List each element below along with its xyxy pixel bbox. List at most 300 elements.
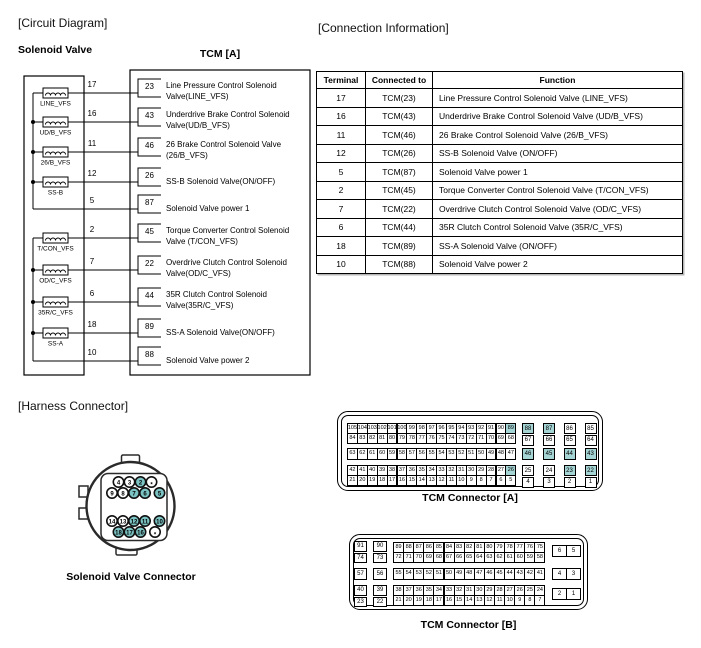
solenoid-valve-connector-caption: Solenoid Valve Connector xyxy=(66,571,196,583)
coil-label: OD/C_VFS xyxy=(39,277,72,285)
tcm-pin-number: 23 xyxy=(145,82,154,91)
pin-cell: 67 xyxy=(522,435,534,446)
tcm-connector-a xyxy=(337,411,603,491)
pin-cell: 91 xyxy=(354,541,367,552)
pin-cell: 38 xyxy=(393,585,404,596)
pin-cell: 10 xyxy=(504,595,515,606)
function-text: SS-A Solenoid Valve(ON/OFF) xyxy=(166,328,275,337)
table-row xyxy=(317,255,683,274)
pin-cell: 11 xyxy=(446,475,457,486)
pin-cell: 14 xyxy=(416,475,427,486)
table-cell: 12 xyxy=(317,144,366,163)
pin-cell: 55 xyxy=(426,448,437,460)
pin-cell: 37 xyxy=(403,585,414,596)
pin-cell: 18 xyxy=(377,475,388,486)
pin-cell: 65 xyxy=(464,552,475,563)
pin-cell: 101 xyxy=(387,423,398,434)
pin-cell: 64 xyxy=(474,552,485,563)
pin-cell: 16 xyxy=(397,475,408,486)
pin-cell: 20 xyxy=(357,475,368,486)
pin-cell: 44 xyxy=(564,448,576,460)
tcm-pin-number: 44 xyxy=(145,291,154,300)
table-cell: TCM(44) xyxy=(366,218,433,237)
tcm-a-label: TCM [A] xyxy=(199,48,241,60)
pin-cell: 104 xyxy=(357,423,368,434)
pin-cell: 73 xyxy=(373,553,387,564)
coil-label: SS-A xyxy=(47,340,64,348)
pin-cell: 93 xyxy=(466,423,477,434)
pin-cell: 39 xyxy=(377,465,388,476)
table-cell: SS-A Solenoid Valve (ON/OFF) xyxy=(433,237,683,256)
pin-cell: 42 xyxy=(524,568,535,580)
pin-cell: 55 xyxy=(393,568,404,580)
terminal-number: 16 xyxy=(87,109,97,118)
pin-cell: 71 xyxy=(403,552,414,563)
table-header: Connected to xyxy=(366,72,433,89)
pin-cell: 31 xyxy=(464,585,475,596)
pin-cell: 29 xyxy=(476,465,487,476)
table-cell: SS-B Solenoid Valve (ON/OFF) xyxy=(433,144,683,163)
pin-cell: 49 xyxy=(454,568,465,580)
harness-pin-number: * xyxy=(150,482,153,489)
pin-cell: 82 xyxy=(367,433,378,444)
pin-cell: 49 xyxy=(486,448,497,460)
pin-cell: 45 xyxy=(543,448,555,460)
pin-cell: 14 xyxy=(464,595,475,606)
table-cell: Torque Converter Control Solenoid Valve (T/CON_VFS) xyxy=(433,181,683,200)
function-text: SS-B Solenoid Valve(ON/OFF) xyxy=(166,177,276,186)
function-text: Underdrive Brake Control Solenoid xyxy=(166,110,290,119)
tcm-connector-b-caption: TCM Connector [B] xyxy=(420,619,517,631)
pin-cell: 42 xyxy=(347,465,358,476)
pin-cell: 11 xyxy=(494,595,505,606)
tcm-pin-number: 87 xyxy=(145,198,154,207)
pin-cell: 23 xyxy=(354,597,367,608)
pin-cell: 66 xyxy=(543,435,555,446)
pin-cell: 90 xyxy=(496,423,507,434)
circuit-diagram-header: [Circuit Diagram] xyxy=(18,16,108,30)
terminal-number: 11 xyxy=(87,139,97,148)
pin-cell: 24 xyxy=(534,585,545,596)
pin-cell: 7 xyxy=(534,595,545,606)
harness-pin-number: 2 xyxy=(138,480,143,487)
solenoid-valve-connector-graphic xyxy=(70,445,200,563)
junction-dot xyxy=(31,150,35,154)
pin-cell: 26 xyxy=(505,465,516,476)
terminal-number: 17 xyxy=(87,80,97,89)
pin-cell: 31 xyxy=(456,465,467,476)
function-text: Valve (T/CON_VFS) xyxy=(166,237,238,246)
pin-cell: 87 xyxy=(543,423,555,434)
pin-cell: 5 xyxy=(505,475,516,486)
pin-cell: 105 xyxy=(347,423,358,434)
pin-cell: 41 xyxy=(357,465,368,476)
pin-cell: 70 xyxy=(486,433,497,444)
terminal-number: 12 xyxy=(87,169,97,178)
table-row xyxy=(317,126,683,145)
pin-cell: 46 xyxy=(484,568,495,580)
pin-cell: 71 xyxy=(476,433,487,444)
pin-cell: 24 xyxy=(543,465,555,476)
pin-cell: 89 xyxy=(393,542,404,553)
pin-cell: 61 xyxy=(504,552,515,563)
pin-cell: 32 xyxy=(454,585,465,596)
tcm-pin-number: 22 xyxy=(145,259,154,268)
table-cell: TCM(46) xyxy=(366,126,433,145)
function-text: (26/B_VFS) xyxy=(166,151,208,160)
tcm-pin-number: 43 xyxy=(145,111,154,120)
solenoid-valve-label: Solenoid Valve xyxy=(18,44,93,56)
table-row xyxy=(317,237,683,256)
table-cell: Line Pressure Control Solenoid Valve (LINE_VFS) xyxy=(433,89,683,108)
table-cell: TCM(22) xyxy=(366,200,433,219)
pin-cell: 25 xyxy=(524,585,535,596)
pin-cell: 48 xyxy=(496,448,507,460)
pin-cell: 2 xyxy=(564,477,576,488)
pin-cell: 13 xyxy=(474,595,485,606)
pin-cell: 50 xyxy=(444,568,455,580)
pin-cell: 102 xyxy=(377,423,388,434)
pin-cell: 47 xyxy=(474,568,485,580)
pin-cell: 80 xyxy=(484,542,495,553)
harness-pin-number: 6 xyxy=(143,491,147,498)
table-cell: 6 xyxy=(317,218,366,237)
pin-cell: 66 xyxy=(454,552,465,563)
circuit-diagram xyxy=(0,0,330,390)
pin-cell: 77 xyxy=(416,433,427,444)
pin-cell: 69 xyxy=(423,552,434,563)
pin-cell: 67 xyxy=(444,552,455,563)
pin-cell: 22 xyxy=(585,465,597,476)
pin-cell: 19 xyxy=(367,475,378,486)
table-cell: TCM(45) xyxy=(366,181,433,200)
pin-cell: 33 xyxy=(444,585,455,596)
pin-cell: 99 xyxy=(406,423,417,434)
pin-cell: 28 xyxy=(494,585,505,596)
function-text: Solenoid Valve power 1 xyxy=(166,204,250,213)
pin-cell: 63 xyxy=(484,552,495,563)
pin-cell: 18 xyxy=(423,595,434,606)
pin-cell: 79 xyxy=(494,542,505,553)
pin-cell: 20 xyxy=(403,595,414,606)
pin-cell: 15 xyxy=(406,475,417,486)
pin-cell: 7 xyxy=(486,475,497,486)
table-row xyxy=(317,163,683,182)
pin-cell: 27 xyxy=(504,585,515,596)
pin-cell: 8 xyxy=(476,475,487,486)
junction-dot xyxy=(31,120,35,124)
terminal-number: 5 xyxy=(89,196,95,205)
pin-cell: 32 xyxy=(446,465,457,476)
pin-cell: 59 xyxy=(524,552,535,563)
harness-pin-number: 9 xyxy=(110,491,114,498)
pin-cell: 59 xyxy=(387,448,398,460)
harness-pin-number: 7 xyxy=(132,491,136,498)
pin-cell: 5 xyxy=(566,545,581,557)
pin-cell: 16 xyxy=(444,595,455,606)
table-cell: Overdrive Clutch Control Solenoid Valve (OD/C_VFS) xyxy=(433,200,683,219)
pin-cell: 17 xyxy=(433,595,444,606)
table-cell: 7 xyxy=(317,200,366,219)
pin-cell: 53 xyxy=(446,448,457,460)
pin-cell: 40 xyxy=(367,465,378,476)
table-cell: TCM(87) xyxy=(366,163,433,182)
pin-cell: 40 xyxy=(354,585,367,596)
pin-cell: 85 xyxy=(585,423,597,434)
pin-cell: 41 xyxy=(534,568,545,580)
pin-cell: 86 xyxy=(564,423,576,434)
pin-cell: 75 xyxy=(534,542,545,553)
pin-cell: 76 xyxy=(524,542,535,553)
pin-cell: 21 xyxy=(393,595,404,606)
pin-cell: 83 xyxy=(454,542,465,553)
terminal-number: 6 xyxy=(89,289,95,298)
pin-cell: 58 xyxy=(397,448,408,460)
junction-dot xyxy=(31,180,35,184)
tcm-pin-number: 45 xyxy=(145,227,154,236)
harness-pin-number: 10 xyxy=(156,519,163,526)
pin-cell: 60 xyxy=(377,448,388,460)
harness-pin-number: 17 xyxy=(126,530,133,537)
pin-cell: 8 xyxy=(524,595,535,606)
terminal-number: 10 xyxy=(87,348,97,357)
pin-cell: 61 xyxy=(367,448,378,460)
coil-label: 35R/C_VFS xyxy=(38,309,73,317)
pin-cell: 58 xyxy=(534,552,545,563)
harness-pin-number: 14 xyxy=(108,519,116,526)
coil-label: 26/B_VFS xyxy=(40,159,71,167)
pin-cell: 68 xyxy=(433,552,444,563)
pin-cell: 56 xyxy=(373,568,387,580)
pin-cell: 62 xyxy=(357,448,368,460)
pin-cell: 76 xyxy=(426,433,437,444)
pin-cell: 75 xyxy=(436,433,447,444)
table-row xyxy=(317,107,683,126)
pin-cell: 2 xyxy=(552,588,567,600)
pin-cell: 22 xyxy=(373,597,387,608)
pin-cell: 44 xyxy=(504,568,515,580)
tcm-pin-number: 26 xyxy=(145,171,154,180)
harness-pin-number: 12 xyxy=(130,519,138,526)
coil-label: T/CON_VFS xyxy=(37,245,74,253)
pin-cell: 33 xyxy=(436,465,447,476)
tcm-connector-a-caption: TCM Connector [A] xyxy=(422,492,518,504)
harness-pin-number: 4 xyxy=(116,480,121,487)
pin-cell: 10 xyxy=(456,475,467,486)
pin-cell: 1 xyxy=(566,588,581,600)
pin-cell: 4 xyxy=(522,477,534,488)
pin-cell: 9 xyxy=(466,475,477,486)
pin-cell: 91 xyxy=(486,423,497,434)
pin-cell: 94 xyxy=(456,423,467,434)
pin-cell: 36 xyxy=(406,465,417,476)
pin-cell: 78 xyxy=(504,542,515,553)
function-text: Line Pressure Control Solenoid xyxy=(166,81,277,90)
tcm-pin-number: 89 xyxy=(145,322,154,331)
pin-cell: 81 xyxy=(377,433,388,444)
pin-cell: 47 xyxy=(505,448,516,460)
pin-cell: 72 xyxy=(466,433,477,444)
pin-cell: 21 xyxy=(347,475,358,486)
pin-cell: 23 xyxy=(564,465,576,476)
pin-cell: 54 xyxy=(436,448,447,460)
pin-cell: 4 xyxy=(552,568,567,580)
table-cell: TCM(23) xyxy=(366,89,433,108)
pin-cell: 35 xyxy=(423,585,434,596)
pin-cell: 29 xyxy=(484,585,495,596)
pin-cell: 83 xyxy=(357,433,368,444)
function-text: Solenoid Valve power 2 xyxy=(166,356,250,365)
function-text: Valve(UD/B_VFS) xyxy=(166,121,230,130)
pin-cell: 79 xyxy=(397,433,408,444)
pin-cell: 51 xyxy=(433,568,444,580)
table-row xyxy=(317,144,683,163)
harness-pin-number: 11 xyxy=(141,519,149,526)
table-row xyxy=(317,181,683,200)
pin-cell: 37 xyxy=(397,465,408,476)
pin-cell: 88 xyxy=(522,423,534,434)
pin-cell: 81 xyxy=(474,542,485,553)
pin-cell: 34 xyxy=(433,585,444,596)
pin-cell: 15 xyxy=(454,595,465,606)
connection-information-table xyxy=(316,71,683,274)
tcm-pin-number: 46 xyxy=(145,141,154,150)
pin-cell: 70 xyxy=(413,552,424,563)
pin-cell: 92 xyxy=(476,423,487,434)
pin-cell: 25 xyxy=(522,465,534,476)
junction-dot xyxy=(31,331,35,335)
table-cell: 16 xyxy=(317,107,366,126)
harness-pin-number: 18 xyxy=(115,530,122,537)
function-text: Torque Converter Control Solenoid xyxy=(166,226,290,235)
pin-cell: 35 xyxy=(416,465,427,476)
pin-cell: 78 xyxy=(406,433,417,444)
pin-cell: 17 xyxy=(387,475,398,486)
table-cell: TCM(89) xyxy=(366,237,433,256)
table-cell: Underdrive Brake Control Solenoid Valve (UD/B_VFS) xyxy=(433,107,683,126)
table-cell: 35R Clutch Control Solenoid Valve (35R/C_VFS) xyxy=(433,218,683,237)
harness-connector-header: [Harness Connector] xyxy=(18,399,129,413)
pin-cell: 36 xyxy=(413,585,424,596)
table-header: Function xyxy=(433,72,683,89)
pin-cell: 51 xyxy=(466,448,477,460)
table-header: Terminal xyxy=(317,72,366,89)
harness-pin-number: 3 xyxy=(127,480,132,487)
junction-dot xyxy=(31,268,35,272)
table-row xyxy=(317,200,683,219)
coil-label: SS-B xyxy=(47,189,64,197)
pin-cell: 64 xyxy=(585,435,597,446)
pin-cell: 73 xyxy=(456,433,467,444)
table-cell: 17 xyxy=(317,89,366,108)
terminal-number: 2 xyxy=(89,225,95,234)
pin-cell: 84 xyxy=(347,433,358,444)
pin-cell: 53 xyxy=(413,568,424,580)
pin-cell: 34 xyxy=(426,465,437,476)
pin-cell: 68 xyxy=(505,433,516,444)
coil-label: LINE_VFS xyxy=(40,100,71,108)
pin-cell: 30 xyxy=(474,585,485,596)
pin-cell: 6 xyxy=(552,545,567,557)
junction-dot xyxy=(31,300,35,304)
pin-cell: 52 xyxy=(423,568,434,580)
pin-cell: 63 xyxy=(347,448,358,460)
pin-cell: 72 xyxy=(393,552,404,563)
pin-cell: 96 xyxy=(436,423,447,434)
connection-information-header: [Connection Information] xyxy=(318,21,449,35)
pin-cell: 57 xyxy=(354,568,367,580)
table-cell: TCM(43) xyxy=(366,107,433,126)
pin-cell: 54 xyxy=(403,568,414,580)
table-cell: 2 xyxy=(317,181,366,200)
harness-pin-number: 8 xyxy=(121,491,125,498)
pin-cell: 100 xyxy=(397,423,408,434)
pin-cell: 43 xyxy=(514,568,525,580)
table-cell: Solenoid Valve power 1 xyxy=(433,163,683,182)
pin-cell: 3 xyxy=(566,568,581,580)
pin-cell: 86 xyxy=(423,542,434,553)
table-row xyxy=(317,89,683,108)
pin-cell: 3 xyxy=(543,477,555,488)
coil-label: UD/B_VFS xyxy=(39,129,72,137)
pin-cell: 43 xyxy=(585,448,597,460)
pin-cell: 6 xyxy=(496,475,507,486)
function-text: 26 Brake Control Solenoid Valve xyxy=(166,140,282,149)
tcm-pin-number: 88 xyxy=(145,350,154,359)
tcm-connector-b xyxy=(349,534,588,610)
table-cell: 10 xyxy=(317,255,366,274)
table-row xyxy=(317,218,683,237)
pin-cell: 28 xyxy=(486,465,497,476)
pin-cell: 38 xyxy=(387,465,398,476)
pin-cell: 62 xyxy=(494,552,505,563)
function-text: Overdrive Clutch Control Solenoid xyxy=(166,258,287,267)
table-cell: TCM(26) xyxy=(366,144,433,163)
pin-cell: 98 xyxy=(416,423,427,434)
pin-cell: 52 xyxy=(456,448,467,460)
pin-cell: 74 xyxy=(354,553,367,564)
pin-cell: 1 xyxy=(585,477,597,488)
pin-cell: 12 xyxy=(436,475,447,486)
terminal-number: 18 xyxy=(87,320,97,329)
function-text: Valve(35R/C_VFS) xyxy=(166,301,234,310)
table-cell: 18 xyxy=(317,237,366,256)
pin-cell: 89 xyxy=(505,423,516,434)
pin-cell: 60 xyxy=(514,552,525,563)
pin-cell: 74 xyxy=(446,433,457,444)
pin-cell: 87 xyxy=(413,542,424,553)
pin-cell: 46 xyxy=(522,448,534,460)
pin-cell: 82 xyxy=(464,542,475,553)
harness-pin-number: 13 xyxy=(119,519,127,526)
pin-cell: 95 xyxy=(446,423,457,434)
pin-cell: 88 xyxy=(403,542,414,553)
function-text: 35R Clutch Control Solenoid xyxy=(166,290,267,299)
harness-pin-number: * xyxy=(153,532,157,539)
pin-cell: 90 xyxy=(373,541,387,552)
pin-cell: 13 xyxy=(426,475,437,486)
pin-cell: 19 xyxy=(413,595,424,606)
table-cell: 26 Brake Control Solenoid Valve (26/B_VFS) xyxy=(433,126,683,145)
table-cell: Solenoid Valve power 2 xyxy=(433,255,683,274)
table-cell: TCM(88) xyxy=(366,255,433,274)
pin-cell: 65 xyxy=(564,435,576,446)
pin-cell: 39 xyxy=(373,585,387,596)
pin-cell: 30 xyxy=(466,465,477,476)
pin-cell: 103 xyxy=(367,423,378,434)
pin-cell: 56 xyxy=(416,448,427,460)
table-cell: 11 xyxy=(317,126,366,145)
